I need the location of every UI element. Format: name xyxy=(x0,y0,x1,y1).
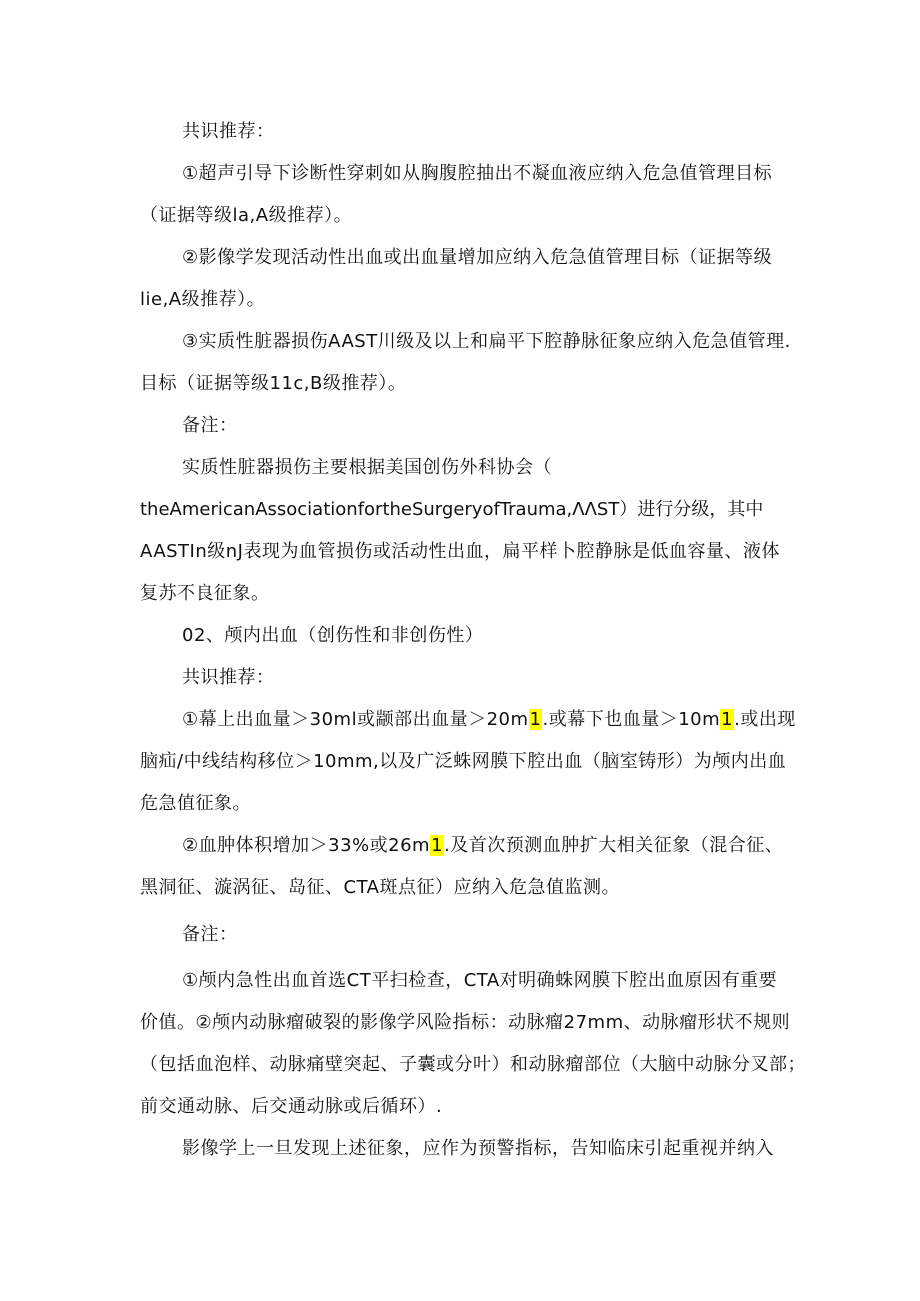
paragraph-line: 目标（证据等级11c,B级推荐）。 xyxy=(140,373,407,394)
heading-consensus-2: 共识推荐： xyxy=(182,667,275,688)
paragraph-line: lie,A级推荐）。 xyxy=(140,289,266,310)
text-segment: ②血肿体积增加＞33%或26m xyxy=(182,835,431,856)
paragraph-line: （证据等级la,A级推荐）。 xyxy=(140,205,353,226)
paragraph-line: 前交通动脉、后交通动脉或后循环）. xyxy=(140,1096,443,1117)
paragraph-line-highlighted xyxy=(182,831,783,861)
paragraph-line: AASTIn级nJ表现为血管损伤或活动性出血，扁平样卜腔静脉是低血容量、液体 xyxy=(140,541,780,562)
paragraph-line: 危急值征象。 xyxy=(140,793,251,814)
paragraph-line: 脑疝/中线结构移位＞10mm,以及广泛蛛网膜下腔出血（脑室铸形）为颅内出血 xyxy=(140,751,787,772)
paragraph-line-highlighted xyxy=(182,705,796,735)
heading-note-2: 备注： xyxy=(182,924,238,945)
paragraph-line: 影像学上一旦发现上述征象，应作为预警指标，告知临床引起重视并纳入 xyxy=(182,1138,774,1159)
paragraph-line: （包括血泡样、动脉痛壁突起、子囊或分叶）和动脉瘤部位（大脑中动脉分叉部； xyxy=(140,1054,806,1075)
paragraph-line: 复苏不良征象。 xyxy=(140,583,270,604)
paragraph-line: 价值。②颅内动脉瘤破裂的影像学风险指标：动脉瘤27mm、动脉瘤形状不规则 xyxy=(140,1012,791,1033)
text-segment: .或幕下也血量＞10m xyxy=(542,709,721,730)
text-segment: .或出现 xyxy=(734,709,796,730)
paragraph-line: 实质性脏器损伤主要根据美国创伤外科协会（ xyxy=(182,457,552,478)
heading-consensus-1: 共识推荐： xyxy=(182,121,275,142)
heading-note-1: 备注： xyxy=(182,415,238,436)
text-segment: .及首次预测血肿扩大相关征象（混合征、 xyxy=(444,835,784,856)
paragraph-line: 黑洞征、漩涡征、岛征、CTA斑点征）应纳入危急值监测。 xyxy=(140,877,620,898)
highlight-mark: 1 xyxy=(529,709,542,730)
paragraph-line: ①超声引导下诊断性穿刺如从胸腹腔抽出不凝血液应纳入危急值管理目标 xyxy=(182,163,773,184)
text-segment: ①幕上出血量＞30ml或颛部出血量＞20m xyxy=(182,709,529,730)
paragraph-line: ①颅内急性出血首选CT平扫检查，CTA对明确蛛网膜下腔出血原因有重要 xyxy=(182,970,778,991)
section-heading: 02、颅内出血（创伤性和非创伤性） xyxy=(182,625,484,646)
paragraph-line: theAmericanAssociationfortheSurgeryofTrauma,ΛΛST）进行分级，其中 xyxy=(140,499,764,520)
highlight-mark: 1 xyxy=(721,709,734,730)
paragraph-line: ③实质性脏器损伤AAST川级及以上和扁平下腔静脉征象应纳入危急值管理. xyxy=(182,331,791,352)
paragraph-line: ②影像学发现活动性出血或出血量增加应纳入危急值管理目标（证据等级 xyxy=(182,247,773,268)
highlight-mark: 1 xyxy=(431,835,444,856)
